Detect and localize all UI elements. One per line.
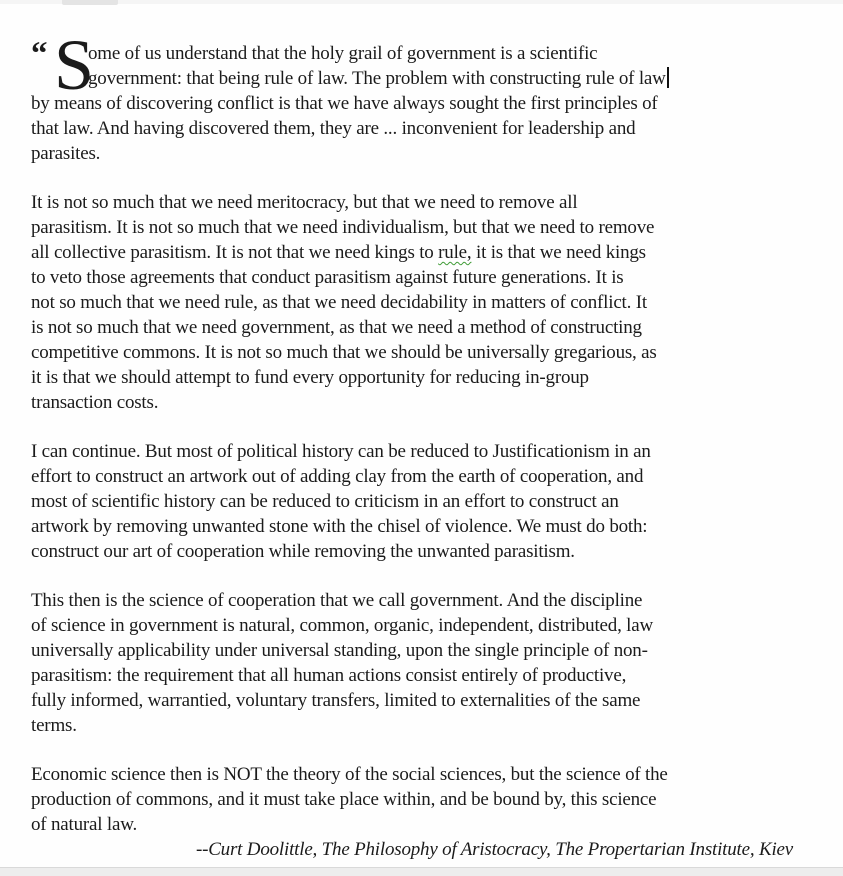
bottom-edge-band	[0, 867, 843, 876]
text-line-content: government: that being rule of law. The problem with constructing rule of law	[88, 68, 666, 89]
text-line: competitive commons. It is not so much that we should be universally gregarious, as	[31, 342, 657, 363]
text-line-content: all collective parasitism. It is not that we need kings to	[31, 242, 439, 263]
paragraph-3	[31, 439, 793, 564]
attribution-line: --Curt Doolittle, The Philosophy of Aristocracy, The Propertarian Institute, Kiev	[195, 839, 793, 860]
text-line: production of commons, and it must take place within, and be bound by, this science	[31, 789, 657, 810]
text-line: I can continue. But most of political history can be reduced to Justificationism in an	[31, 441, 651, 462]
text-line: effort to construct an artwork out of adding clay from the earth of cooperation, and	[31, 466, 644, 487]
text-line	[31, 66, 793, 91]
text-line: ome of us understand that the holy grail of government is a scientific	[88, 43, 598, 64]
text-line: construct our art of cooperation while removing the unwanted parasitism.	[31, 541, 575, 562]
spellcheck-squiggle-word[interactable]: rule,	[438, 242, 472, 263]
text-cursor[interactable]	[667, 67, 669, 88]
text-line: is not so much that we need government, as that we need a method of constructing	[31, 317, 642, 338]
text-line: parasitism. It is not so much that we need individualism, but that we need to remove	[31, 217, 655, 238]
paragraph-2	[31, 190, 793, 415]
paragraph-1	[31, 25, 793, 166]
text-line: most of scientific history can be reduced to criticism in an effort to construct an	[31, 491, 619, 512]
open-quote-mark: “	[31, 36, 48, 72]
text-line: fully informed, warrantied, voluntary transfers, limited to externalities of the same	[31, 690, 641, 711]
text-line: This then is the science of cooperation that we call government. And the discipline	[31, 590, 643, 611]
text-line: universally applicability under universal standing, upon the single principle of non-	[31, 640, 648, 661]
paragraph-5	[31, 762, 793, 862]
text-line: parasites.	[31, 143, 101, 164]
drop-cap-letter: S	[54, 25, 94, 105]
text-line: not so much that we need rule, as that we need decidability in matters of conflict. It	[31, 292, 647, 313]
text-line: artwork by removing unwanted stone with the chisel of violence. We must do both:	[31, 516, 648, 537]
text-line	[31, 240, 793, 265]
text-line: It is not so much that we need meritocracy, but that we need to remove all	[31, 192, 578, 213]
text-line: Economic science then is NOT the theory of the social sciences, but the science of the	[31, 764, 668, 785]
paragraph-4	[31, 588, 793, 738]
text-line: transaction costs.	[31, 392, 159, 413]
text-line: of science in government is natural, common, organic, independent, distributed, law	[31, 615, 654, 636]
text-line: terms.	[31, 715, 77, 736]
text-line: by means of discovering conflict is that we have always sought the first principles of	[31, 93, 658, 114]
text-line-content: it is that we need kings	[471, 242, 646, 263]
text-line: that law. And having discovered them, they are ... inconvenient for leadership and	[31, 118, 636, 139]
text-line: of natural law.	[31, 814, 138, 835]
text-line: it is that we should attempt to fund every opportunity for reducing in-group	[31, 367, 589, 388]
text-line: to veto those agreements that conduct parasitism against future generations. It is	[31, 267, 624, 288]
text-line: parasitism: the requirement that all human actions consist entirely of productive,	[31, 665, 627, 686]
